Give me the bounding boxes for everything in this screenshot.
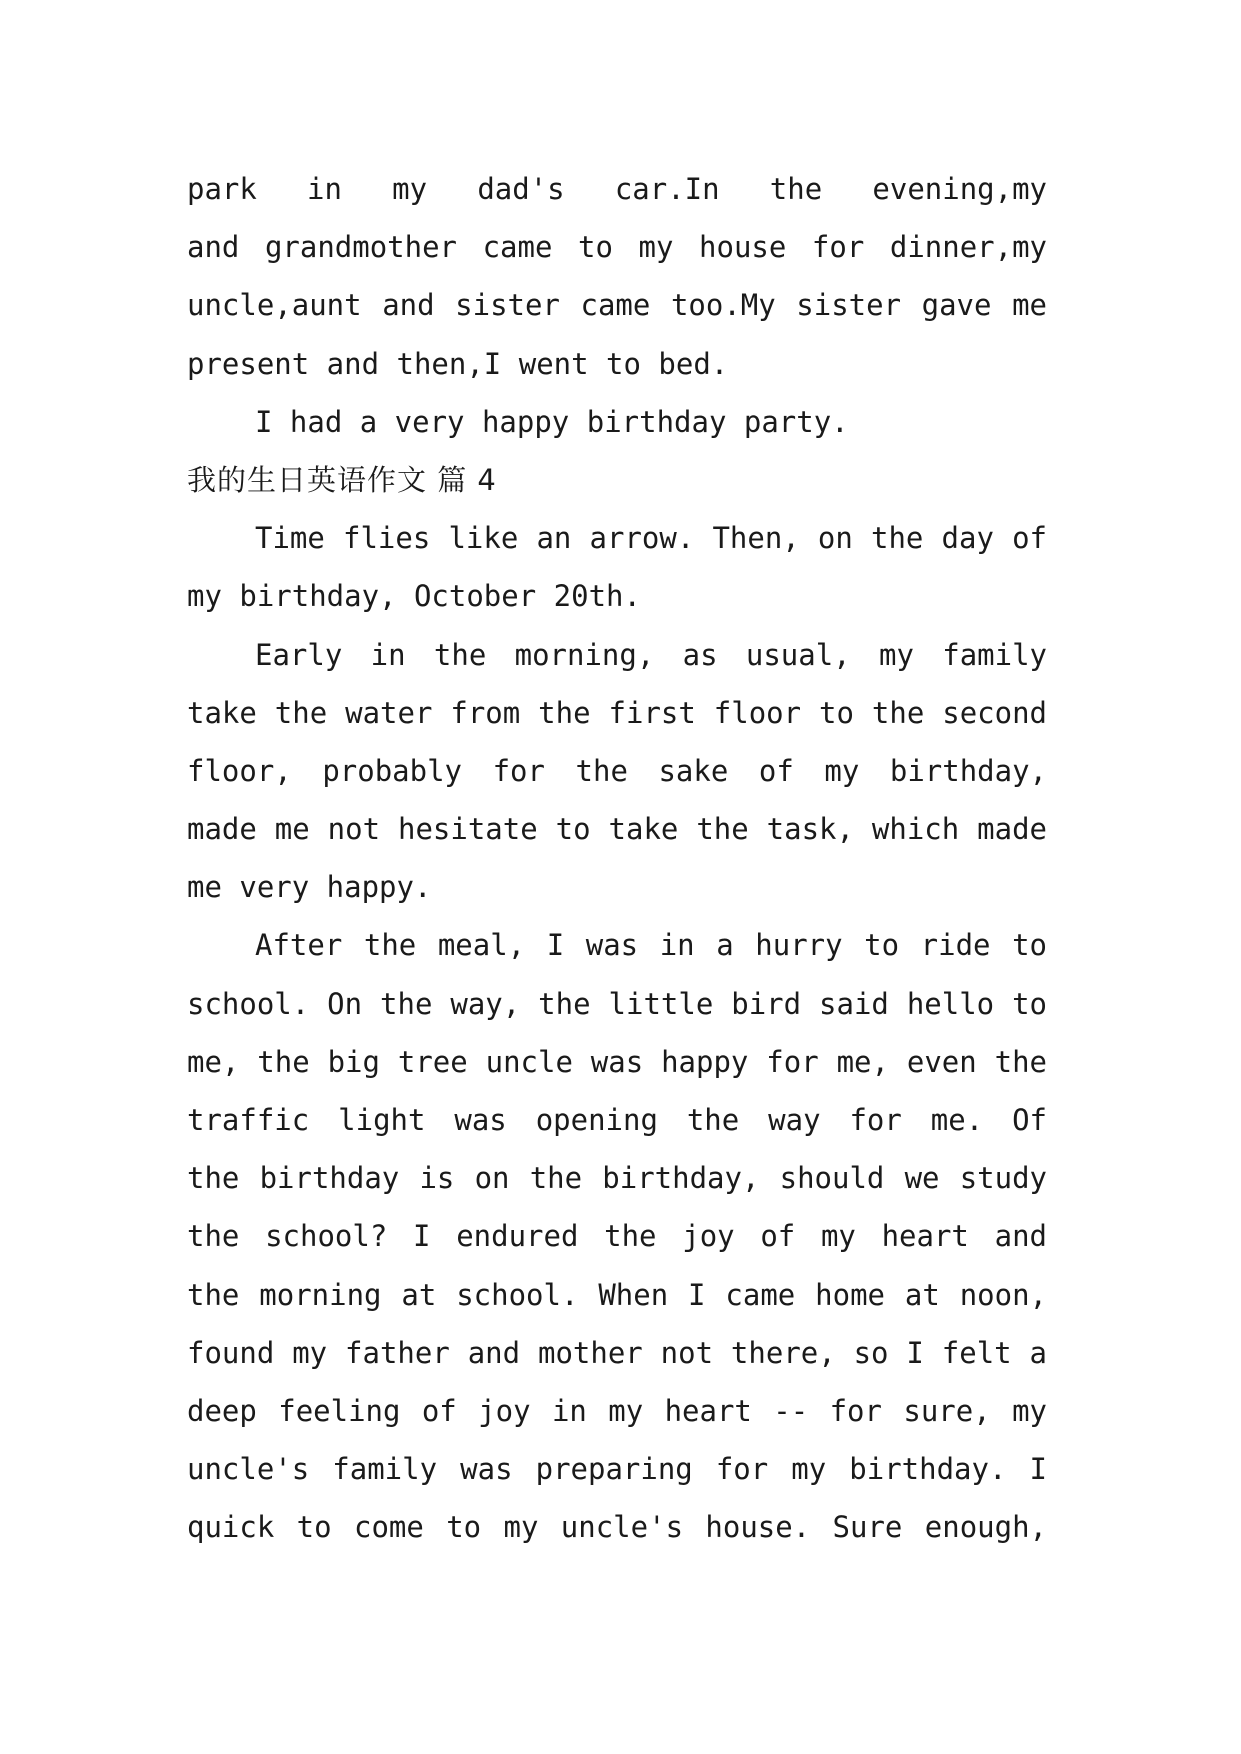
text-line: present and then,I went to bed.: [187, 346, 729, 381]
text-line: park in my dad's car.In the evening,my: [187, 172, 1047, 206]
text-line: school. On the way, the little bird said hello to: [187, 986, 1047, 1021]
text-line: the morning at school. When I came home at noon,: [187, 1277, 1047, 1312]
text-line: deep feeling of joy in my heart -- for sure, my: [187, 1393, 1047, 1428]
text-line: Early in the morning, as usual, my family: [255, 637, 1047, 672]
text-line: quick to come to my uncle's house. Sure enough,: [187, 1510, 1047, 1545]
text-line: traffic light was opening the way for me. Of: [187, 1103, 1047, 1137]
text-line: the birthday is on the birthday, should we study: [187, 1161, 1047, 1196]
text-line: and grandmother came to my house for dinner,my: [187, 230, 1047, 265]
text-line: me very happy.: [187, 870, 432, 905]
text-line: uncle's family was preparing for my birthday. I: [187, 1452, 1047, 1487]
paragraph: [187, 626, 1047, 917]
paragraph: [187, 509, 1047, 625]
text-line: After the meal, I was in a hurry to ride to: [255, 928, 1047, 963]
text-line: the school? I endured the joy of my heart and: [187, 1219, 1047, 1254]
text-line: uncle,aunt and sister came too.My sister gave me: [187, 288, 1047, 323]
text-line: found my father and mother not there, so I felt a: [187, 1335, 1047, 1370]
text-line: Time flies like an arrow. Then, on the day of: [255, 521, 1047, 556]
text-line: made me not hesitate to take the task, which made: [187, 812, 1047, 847]
paragraph: [187, 393, 1047, 451]
section-heading: 我的生日英语作文 篇 4: [187, 462, 497, 497]
document-body: [187, 160, 1047, 1557]
text-line: my birthday, October 20th.: [187, 579, 641, 614]
text-line: I had a very happy birthday party.: [255, 404, 849, 439]
paragraph: [187, 160, 1047, 393]
text-line: take the water from the first floor to the second: [187, 695, 1047, 730]
text-line: me, the big tree uncle was happy for me, even the: [187, 1044, 1047, 1079]
paragraph: [187, 916, 1047, 1556]
text-line: floor, probably for the sake of my birthday,: [187, 753, 1047, 788]
